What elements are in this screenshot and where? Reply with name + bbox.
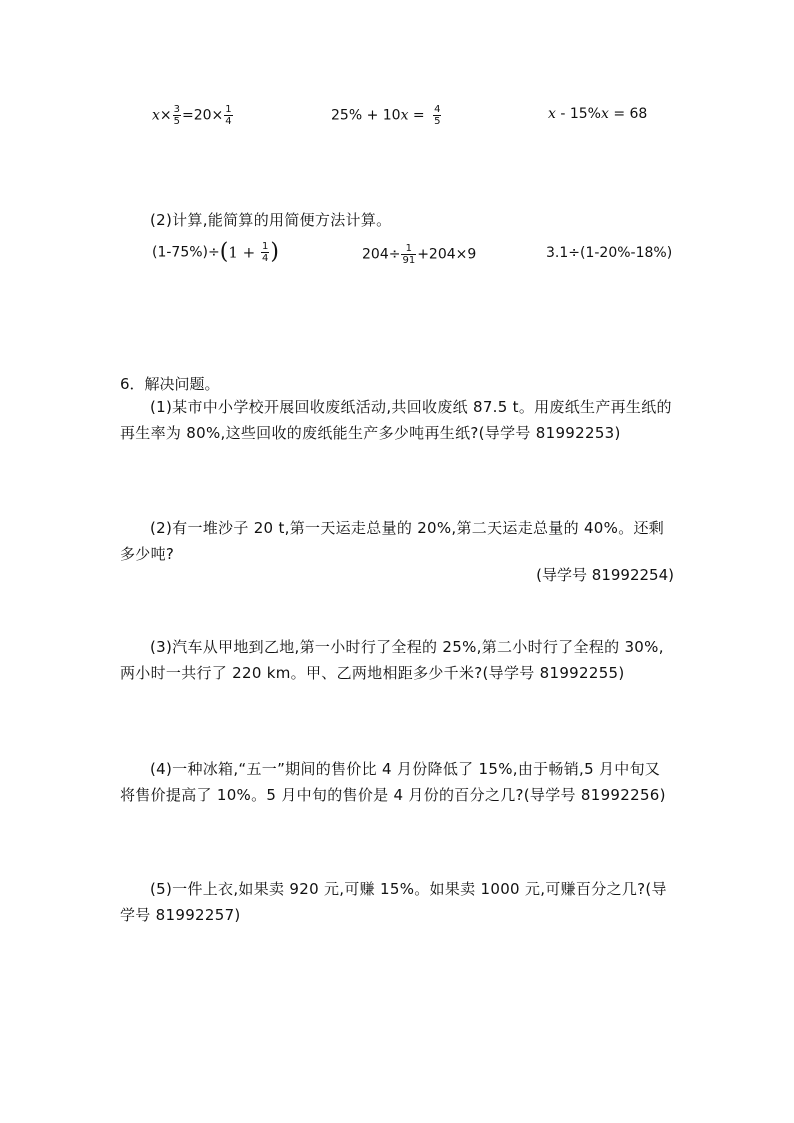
fraction: [401, 243, 416, 266]
question-5-text: (5)一件上衣,如果卖 920 元,可赚 15%。如果卖 1000 元,可赚百分之几?(导学号 81992257): [120, 880, 667, 924]
calc-left: 204÷: [362, 246, 401, 263]
variable-x: x: [400, 107, 409, 124]
question-5: [120, 876, 675, 928]
question-1: [120, 394, 675, 446]
variable-x: x: [548, 106, 556, 122]
numerator: 1: [401, 243, 416, 255]
fraction: [173, 104, 181, 127]
calc-3: 3.1÷(1-20%-18%): [546, 245, 673, 261]
equals-part: =20×: [182, 107, 224, 124]
section6-heading: 6．解决问题。: [120, 375, 220, 393]
calc-right: +204×9: [417, 246, 477, 263]
numerator: 4: [434, 104, 441, 115]
calc-1: [152, 241, 279, 264]
minus-part: - 15%: [555, 106, 601, 122]
denominator: 5: [173, 116, 181, 127]
numerator: 3: [173, 104, 181, 115]
fraction: [224, 104, 232, 127]
calc-inner: 1 +: [228, 243, 260, 262]
denominator: 91: [402, 255, 416, 266]
equation-1: [152, 104, 234, 127]
equation-2: [331, 104, 442, 127]
part2-heading: (2)计算,能简算的用简便方法计算。: [150, 211, 392, 229]
fraction: [261, 241, 269, 264]
equals-part: = 68: [608, 106, 648, 122]
numerator: 1: [261, 241, 269, 252]
numerator: 1: [225, 104, 232, 115]
variable-x: x: [152, 107, 160, 124]
equals-sign: =: [408, 107, 430, 124]
variable-x: x: [600, 106, 609, 122]
question-4-text: (4)一种冰箱,“五一”期间的售价比 4 月份降低了 15%,由于畅销,5 月中旬又将售价提高了 10%。5 月中旬的售价是 4 月份的百分之几?(导学号 81992256): [120, 760, 666, 804]
question-2: [120, 515, 675, 567]
question-1-text: (1)某市中小学校开展回收废纸活动,共回收废纸 87.5 t。用废纸生产再生纸的再生率为 80%,这些回收的废纸能生产多少吨再生纸?(导学号 81992253): [120, 398, 672, 442]
left-paren: (: [219, 239, 229, 265]
question-3: [120, 634, 675, 686]
question-2-ref: (导学号 81992254): [536, 566, 674, 584]
equation-left: 25% + 10: [331, 107, 401, 124]
denominator: 5: [434, 116, 441, 127]
denominator: 4: [225, 116, 232, 127]
right-paren: ): [270, 239, 279, 265]
times-sign: ×: [159, 107, 172, 124]
equation-3: [548, 104, 647, 124]
fraction: [433, 104, 441, 127]
calc-2: [362, 243, 476, 266]
calc-left: (1-75%)÷: [152, 244, 220, 261]
question-4: [120, 756, 675, 808]
question-3-text: (3)汽车从甲地到乙地,第一小时行了全程的 25%,第二小时行了全程的 30%,两小时一共行了 220 km。甲、乙两地相距多少千米?(导学号 81992255): [120, 638, 664, 682]
denominator: 4: [261, 253, 269, 264]
question-2-text: (2)有一堆沙子 20 t,第一天运走总量的 20%,第二天运走总量的 40%。还剩多少吨?: [120, 519, 665, 563]
